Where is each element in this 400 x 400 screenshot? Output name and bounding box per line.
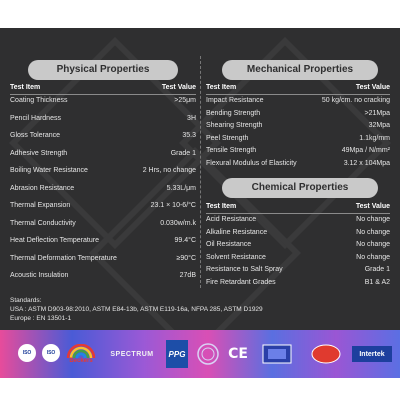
test-item: Gloss Tolerance xyxy=(10,132,61,139)
test-item: Tensile Strength xyxy=(206,147,257,154)
test-value: 27dB xyxy=(179,272,196,279)
standards-block xyxy=(10,296,390,323)
test-value: No change xyxy=(356,241,390,248)
test-item: Alkaline Resistance xyxy=(206,228,268,236)
ppg-logo-text: PPG xyxy=(168,349,186,359)
physical-table xyxy=(10,97,196,287)
test-item: Coating Thickness xyxy=(10,97,68,104)
mechanical-table xyxy=(206,97,390,169)
beckers-logo xyxy=(64,340,98,368)
physical-col-item: Test Item xyxy=(10,84,41,91)
test-item: Adhesive Strength xyxy=(10,149,68,157)
test-value: No change xyxy=(356,228,390,236)
test-value: >25μm xyxy=(174,97,196,104)
test-value: 49Mpa / N/mm² xyxy=(341,147,390,154)
mechanical-properties-heading: Mechanical Properties xyxy=(222,60,378,80)
test-value: 1.1kg/mm xyxy=(359,134,390,142)
intertek-logo xyxy=(352,346,392,362)
iso-logo-text: ISO xyxy=(22,350,32,356)
test-item: Peel Strength xyxy=(206,134,249,142)
ce-logo-text: CE xyxy=(228,346,248,362)
test-item: Pencil Hardness xyxy=(10,114,61,122)
test-value: No change xyxy=(356,253,390,261)
beckers-logo-text: Beckers xyxy=(69,358,93,364)
physical-header-rule xyxy=(10,94,196,95)
spectrum-logo xyxy=(104,340,160,368)
certification-logos-strip xyxy=(0,330,400,378)
test-item: Solvent Resistance xyxy=(206,253,266,261)
test-value: Grade 1 xyxy=(170,149,196,157)
standards-label: Standards: xyxy=(10,297,42,304)
test-value: 2 Hrs, no change xyxy=(142,167,196,174)
test-item: Resistance to Salt Spray xyxy=(206,266,283,273)
standards-usa: USA : ASTM D903-98:2010, ASTM E84-13b, ASTM E119-16a, NFPA 285, ASTM D1929 xyxy=(10,306,263,313)
ppg-logo xyxy=(166,340,188,368)
mechanical-col-value: Test Value xyxy=(355,84,390,91)
test-item: Acoustic Insulation xyxy=(10,272,69,279)
test-item: Thermal Expansion xyxy=(10,202,71,209)
ce-logo xyxy=(226,340,250,368)
column-divider xyxy=(200,56,201,288)
iso-logo-text: ISO xyxy=(46,350,56,356)
test-item: Heat Deflection Temperature xyxy=(10,237,99,244)
test-value: 0.030w/m.k xyxy=(160,219,196,227)
chemical-header-rule xyxy=(206,213,390,214)
test-value: >21Mpa xyxy=(364,109,390,117)
rainbow-icon xyxy=(66,344,96,358)
intertek-logo-text: Intertek xyxy=(359,350,385,358)
test-value: ≥90°C xyxy=(176,254,196,262)
test-item: Fire Retardant Grades xyxy=(206,278,276,286)
test-item: Thermal Conductivity xyxy=(10,219,76,227)
test-item: Bending Strength xyxy=(206,109,261,117)
test-value: 50 kg/cm. no cracking xyxy=(321,97,390,104)
test-item: Flexural Modulus of Elasticity xyxy=(206,159,297,167)
test-value: 3H xyxy=(187,114,196,122)
physical-col-value: Test Value xyxy=(161,84,196,91)
mechanical-col-item: Test Item xyxy=(206,84,237,91)
mechanical-header-rule xyxy=(206,94,390,95)
physical-properties-heading: Physical Properties xyxy=(28,60,178,80)
test-item: Thermal Deformation Temperature xyxy=(10,254,117,262)
test-item: Abrasion Resistance xyxy=(10,184,75,192)
test-value: 32Mpa xyxy=(368,122,390,129)
test-item: Acid Resistance xyxy=(206,216,257,223)
certification-seal-icon xyxy=(196,340,220,368)
iso-logo xyxy=(42,344,60,362)
chemical-col-item: Test Item xyxy=(206,203,237,210)
test-item: Impact Resistance xyxy=(206,97,264,104)
test-value: 23.1 × 10-6/°C xyxy=(150,202,196,209)
spectrum-logo-text: SPECTRUM xyxy=(110,350,154,358)
standards-europe: Europe : EN 13501-1 xyxy=(10,315,72,322)
shield-certification-icon xyxy=(260,340,294,368)
test-value: 35.3 xyxy=(182,132,196,139)
test-value: Grade 1 xyxy=(364,266,390,273)
red-seal-icon xyxy=(310,340,342,368)
test-item: Shearing Strength xyxy=(206,122,263,129)
chemical-properties-heading: Chemical Properties xyxy=(222,178,378,198)
test-value: 3.12 x 104Mpa xyxy=(343,159,390,167)
test-value: 99.4°C xyxy=(174,237,196,244)
test-item: Oil Resistance xyxy=(206,241,252,248)
test-value: No change xyxy=(356,216,390,223)
test-value: B1 & A2 xyxy=(364,278,390,286)
test-item: Boiling Water Resistance xyxy=(10,167,88,174)
iso-logo xyxy=(18,344,36,362)
page-title: Technical Specifications xyxy=(146,11,254,22)
chemical-col-value: Test Value xyxy=(355,203,390,210)
test-value: 5.33L/μm xyxy=(166,184,196,192)
chemical-table xyxy=(206,216,390,288)
